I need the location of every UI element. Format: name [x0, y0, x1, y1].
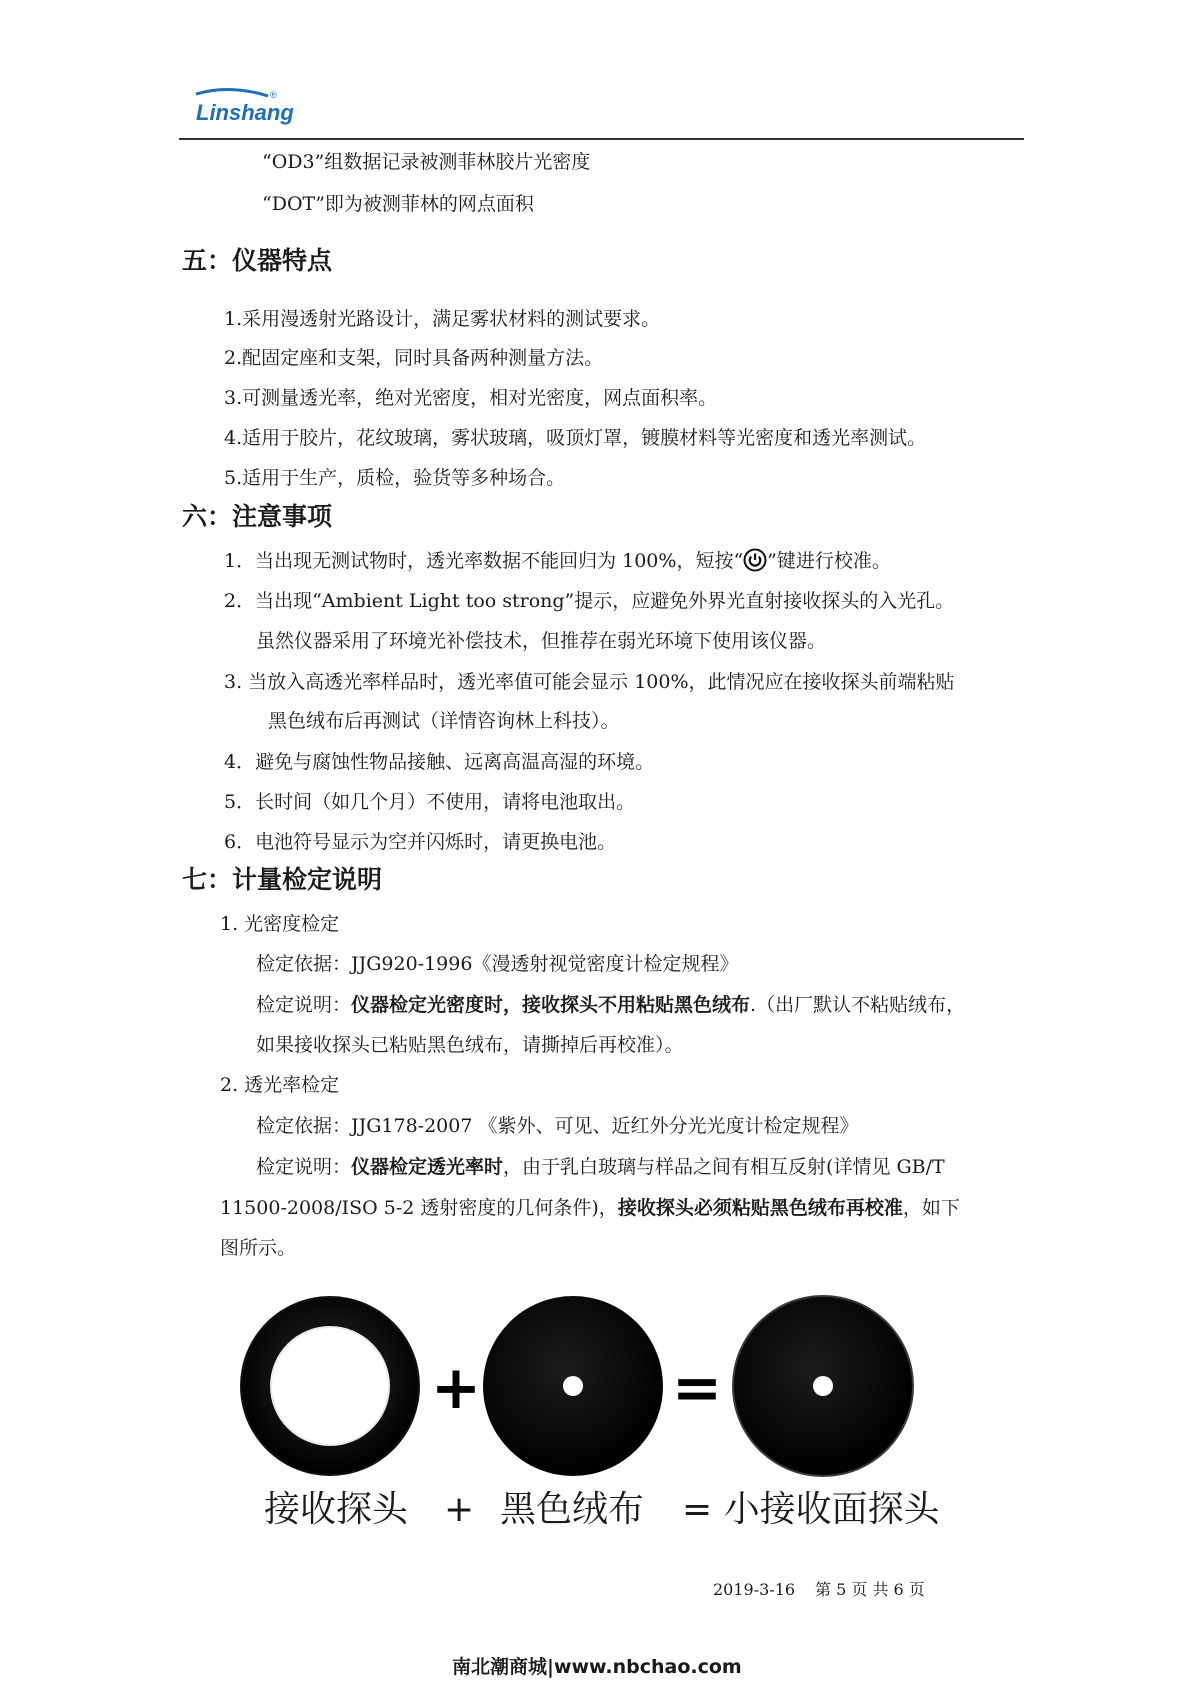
- section6-item-5: 5．长时间（如几个月）不使用，请将电池取出。: [224, 791, 636, 813]
- sub2-note-rest: ，由于乳白玻璃与样品之间有相互反射(详情见 GB/T: [503, 1156, 945, 1178]
- section6-item-1-text-b: ”键进行校准。: [767, 550, 891, 572]
- section7-sub1-note-line2: 如果接收探头已粘贴黑色绒布，请撕掉后再校准）。: [256, 1034, 684, 1056]
- section6-item-2-line2: 虽然仪器采用了环境光补偿技术，但推荐在弱光环境下使用该仪器。: [256, 630, 827, 652]
- header-rule: [179, 138, 1024, 140]
- section5-title: 五：仪器特点: [182, 246, 333, 275]
- sub2-note-line2-b: ，如下: [902, 1197, 960, 1219]
- sub1-note-label: 检定说明：: [256, 994, 352, 1016]
- logo-registered-mark: ®: [270, 90, 277, 100]
- section5-item-1: 1.采用漫透射光路设计，满足雾状材料的测试要求。: [224, 308, 661, 330]
- site-watermark: 南北潮商城|www.nbchao.com: [452, 1656, 742, 1678]
- section6-item-3-line2: 黑色绒布后再测试（详情咨询林上科技）。: [268, 710, 620, 732]
- section5-item-2: 2.配固定座和支架，同时具备两种测量方法。: [224, 347, 604, 369]
- section7-sub1-note: [256, 993, 965, 1017]
- sub1-note-rest: .（出厂默认不粘贴绒布，: [750, 994, 966, 1016]
- section6-item-1-text-a: 1．当出现无测试物时，透光率数据不能回归为 100%，短按“: [224, 550, 744, 572]
- sub2-note-line2-a: 11500-2008/ISO 5-2 透射密度的几何条件)，: [220, 1197, 618, 1219]
- section7-title: 七：计量检定说明: [182, 865, 383, 894]
- sub2-note-line2-bold: 接收探头必须粘贴黑色绒布再校准: [617, 1197, 903, 1219]
- figure-equals-sign: =: [671, 1353, 723, 1423]
- receiver-probe-image: [240, 1296, 420, 1476]
- footer-date: 2019-3-16: [713, 1580, 796, 1599]
- sub2-note-label: 检定说明：: [256, 1156, 352, 1178]
- section7-sub1-title: 1. 光密度检定: [220, 913, 340, 935]
- sub2-note-bold: 仪器检定透光率时: [351, 1156, 504, 1178]
- black-cloth-image: [483, 1296, 663, 1476]
- intro-line-dot: “DOT”即为被测菲林的网点面积: [262, 193, 534, 215]
- footer-page: 第 5 页 共 6 页: [815, 1580, 925, 1599]
- linshang-logo: [190, 86, 294, 132]
- section5-item-5: 5.适用于生产，质检，验货等多种场合。: [224, 467, 566, 489]
- section6-item-4: 4．避免与腐蚀性物品接触、远离高温高湿的环境。: [224, 751, 655, 773]
- section6-item-1: [224, 548, 891, 573]
- section6-title: 六：注意事项: [182, 502, 333, 531]
- small-aperture-probe-image: [732, 1295, 914, 1477]
- probe-figure: [240, 1286, 940, 1486]
- caption-cloth: 黑色绒布: [500, 1489, 645, 1530]
- section7-sub2-note-line3: 图所示。: [220, 1237, 297, 1259]
- section5-item-3: 3.可测量透光率，绝对光密度，相对光密度，网点面积率。: [224, 387, 718, 409]
- section7-sub2-title: 2. 透光率检定: [220, 1074, 340, 1096]
- section6-item-2-line1: 2．当出现“Ambient Light too strong”提示，应避免外界光直射接收探头的入光孔。: [224, 590, 955, 612]
- sub1-note-bold: 仪器检定光密度时，接收探头不用粘贴黑色绒布: [351, 994, 751, 1016]
- caption-probe: 接收探头: [264, 1489, 409, 1530]
- logo-text: Linshang: [196, 100, 294, 125]
- caption-plus: +: [444, 1489, 475, 1530]
- section7-sub2-note: [256, 1155, 945, 1179]
- section6-item-3-line1: 3. 当放入高透光率样品时，透光率值可能会显示 100%，此情况应在接收探头前端粘贴: [224, 671, 955, 693]
- section7-sub2-note-line2: [220, 1196, 960, 1220]
- figure-plus-sign: +: [430, 1353, 482, 1423]
- power-icon: [743, 548, 767, 572]
- section6-item-6: 6．电池符号显示为空并闪烁时，请更换电池。: [224, 831, 617, 853]
- section7-sub2-basis: 检定依据：JJG178-2007 《紫外、可见、近红外分光光度计检定规程》: [256, 1115, 859, 1137]
- caption-result: = 小接收面探头: [682, 1489, 940, 1530]
- intro-line-od3: “OD3”组数据记录被测菲林胶片光密度: [262, 151, 591, 173]
- section7-sub1-basis: 检定依据：JJG920-1996《漫透射视觉密度计检定规程》: [256, 953, 739, 975]
- section5-item-4: 4.适用于胶片，花纹玻璃，雾状玻璃，吸顶灯罩，镀膜材料等光密度和透光率测试。: [224, 427, 927, 449]
